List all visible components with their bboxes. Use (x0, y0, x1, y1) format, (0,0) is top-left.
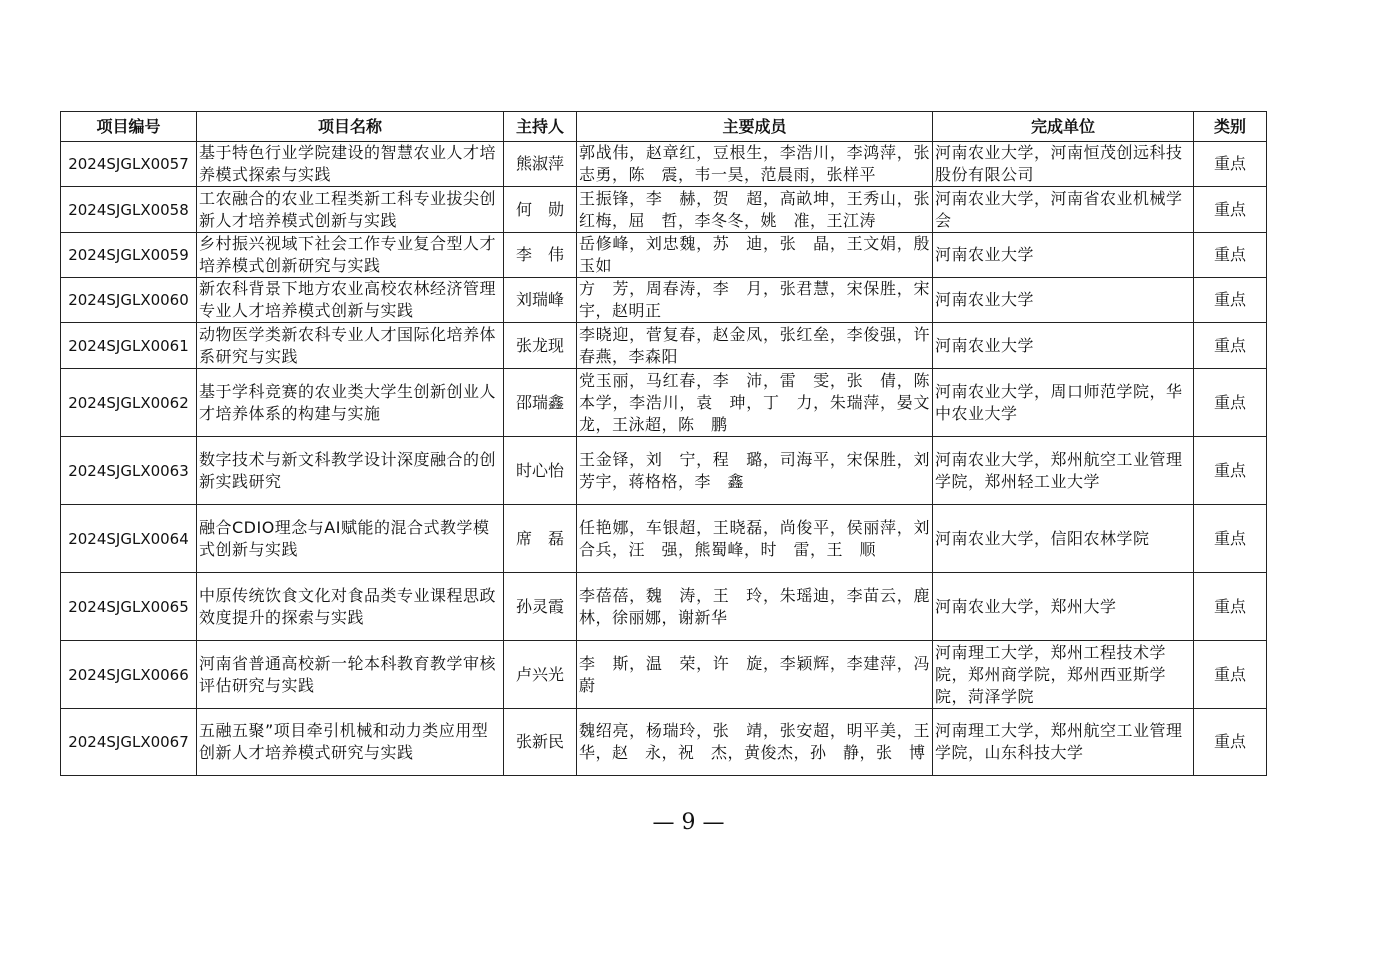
row-host: 李 伟 (504, 233, 577, 278)
row-name: 基于学科竞赛的农业类大学生创新创业人才培养体系的构建与实施 (197, 369, 504, 437)
row-host: 席 磊 (504, 505, 577, 573)
row-code: 2024SJGLX0061 (61, 323, 197, 369)
row-host: 熊淑萍 (504, 142, 577, 187)
row-category: 重点 (1194, 278, 1267, 323)
row-unit: 河南农业大学，郑州航空工业管理学院，郑州轻工业大学 (933, 437, 1194, 505)
row-host: 卢兴光 (504, 641, 577, 709)
row-members: 王金铎，刘 宁，程 璐，司海平，宋保胜，刘芳宇，蒋格格，李 鑫 (577, 437, 933, 505)
table-row (61, 187, 1267, 233)
row-code: 2024SJGLX0063 (61, 437, 197, 505)
row-code: 2024SJGLX0064 (61, 505, 197, 573)
row-members: 李 斯，温 荣，许 旋，李颖辉，李建萍，冯 蔚 (577, 641, 933, 709)
row-host: 何 勋 (504, 187, 577, 233)
table-header-row (61, 112, 1267, 142)
row-category: 重点 (1194, 233, 1267, 278)
table-row (61, 323, 1267, 369)
row-unit: 河南农业大学，河南恒茂创远科技股份有限公司 (933, 142, 1194, 187)
row-code: 2024SJGLX0057 (61, 142, 197, 187)
row-members: 党玉丽，马红春，李 沛，雷 雯，张 倩，陈本学，李浩川，袁 珅，丁 力，朱瑞萍，晏文龙，王泳超，陈 鹏 (577, 369, 933, 437)
row-code: 2024SJGLX0058 (61, 187, 197, 233)
table-row (61, 709, 1267, 776)
header-unit: 完成单位 (933, 112, 1194, 142)
row-unit: 河南农业大学，信阳农林学院 (933, 505, 1194, 573)
table-row (61, 233, 1267, 278)
table-row (61, 641, 1267, 709)
row-unit: 河南理工大学，郑州航空工业管理学院，山东科技大学 (933, 709, 1194, 776)
row-unit: 河南农业大学，周口师范学院，华中农业大学 (933, 369, 1194, 437)
row-name: 中原传统饮食文化对食品类专业课程思政效度提升的探索与实践 (197, 573, 504, 641)
header-code: 项目编号 (61, 112, 197, 142)
header-category: 类别 (1194, 112, 1267, 142)
row-unit: 河南农业大学，郑州大学 (933, 573, 1194, 641)
row-name: 河南省普通高校新一轮本科教育教学审核评估研究与实践 (197, 641, 504, 709)
table-row (61, 142, 1267, 187)
row-category: 重点 (1194, 437, 1267, 505)
row-category: 重点 (1194, 505, 1267, 573)
row-code: 2024SJGLX0062 (61, 369, 197, 437)
row-host: 张新民 (504, 709, 577, 776)
row-code: 2024SJGLX0067 (61, 709, 197, 776)
row-name: 工农融合的农业工程类新工科专业拔尖创新人才培养模式创新与实践 (197, 187, 504, 233)
row-unit: 河南理工大学，郑州工程技术学院，郑州商学院，郑州西亚斯学院，菏泽学院 (933, 641, 1194, 709)
row-code: 2024SJGLX0065 (61, 573, 197, 641)
row-name: 新农科背景下地方农业高校农林经济管理专业人才培养模式创新与实践 (197, 278, 504, 323)
projects-table-container (60, 111, 1266, 776)
row-code: 2024SJGLX0060 (61, 278, 197, 323)
row-name: 动物医学类新农科专业人才国际化培养体系研究与实践 (197, 323, 504, 369)
row-members: 方 芳，周春涛，李 月，张君慧，宋保胜，宋 宇，赵明正 (577, 278, 933, 323)
row-code: 2024SJGLX0066 (61, 641, 197, 709)
row-members: 郭战伟，赵章红，豆根生，李浩川，李鸿萍，张志勇，陈 震，韦一昊，范晨雨，张样平 (577, 142, 933, 187)
row-unit: 河南农业大学 (933, 233, 1194, 278)
row-code: 2024SJGLX0059 (61, 233, 197, 278)
row-name: 基于特色行业学院建设的智慧农业人才培养模式探索与实践 (197, 142, 504, 187)
row-members: 李蓓蓓，魏 涛，王 玲，朱瑶迪，李苗云，鹿 林，徐丽娜，谢新华 (577, 573, 933, 641)
table-row (61, 437, 1267, 505)
row-name: 乡村振兴视域下社会工作专业复合型人才培养模式创新研究与实践 (197, 233, 504, 278)
row-unit: 河南农业大学，河南省农业机械学会 (933, 187, 1194, 233)
row-category: 重点 (1194, 369, 1267, 437)
table-row (61, 278, 1267, 323)
row-category: 重点 (1194, 323, 1267, 369)
projects-table (60, 111, 1267, 776)
header-host: 主持人 (504, 112, 577, 142)
row-members: 魏绍亮，杨瑞玲，张 靖，张安超，明平美，王 华，赵 永，祝 杰，黄俊杰，孙 静，张 博 (577, 709, 933, 776)
row-members: 岳修峰，刘忠魏，苏 迪，张 晶，王文娟，殷玉如 (577, 233, 933, 278)
row-category: 重点 (1194, 709, 1267, 776)
row-host: 刘瑞峰 (504, 278, 577, 323)
row-name: 数字技术与新文科教学设计深度融合的创新实践研究 (197, 437, 504, 505)
table-row (61, 369, 1267, 437)
row-members: 任艳娜，车银超，王晓磊，尚俊平，侯丽萍，刘合兵，汪 强，熊蜀峰，时 雷，王 顺 (577, 505, 933, 573)
row-host: 邵瑞鑫 (504, 369, 577, 437)
row-category: 重点 (1194, 573, 1267, 641)
header-name: 项目名称 (197, 112, 504, 142)
row-unit: 河南农业大学 (933, 278, 1194, 323)
table-row (61, 505, 1267, 573)
row-unit: 河南农业大学 (933, 323, 1194, 369)
row-host: 孙灵霞 (504, 573, 577, 641)
row-category: 重点 (1194, 142, 1267, 187)
page-number: — 9 — (652, 810, 725, 835)
row-host: 张龙现 (504, 323, 577, 369)
header-members: 主要成员 (577, 112, 933, 142)
row-name: 融合CDIO理念与AI赋能的混合式教学模式创新与实践 (197, 505, 504, 573)
row-host: 时心怡 (504, 437, 577, 505)
row-members: 王振锋，李 赫，贺 超，高畝坤，王秀山，张红梅，屈 哲，李冬冬，姚 准，王江涛 (577, 187, 933, 233)
table-row (61, 573, 1267, 641)
row-members: 李晓迎，菅复春，赵金凤，张红垒，李俊强，许春燕，李森阳 (577, 323, 933, 369)
row-category: 重点 (1194, 187, 1267, 233)
row-name: 五融五聚”项目牵引机械和动力类应用型创新人才培养模式研究与实践 (197, 709, 504, 776)
row-category: 重点 (1194, 641, 1267, 709)
